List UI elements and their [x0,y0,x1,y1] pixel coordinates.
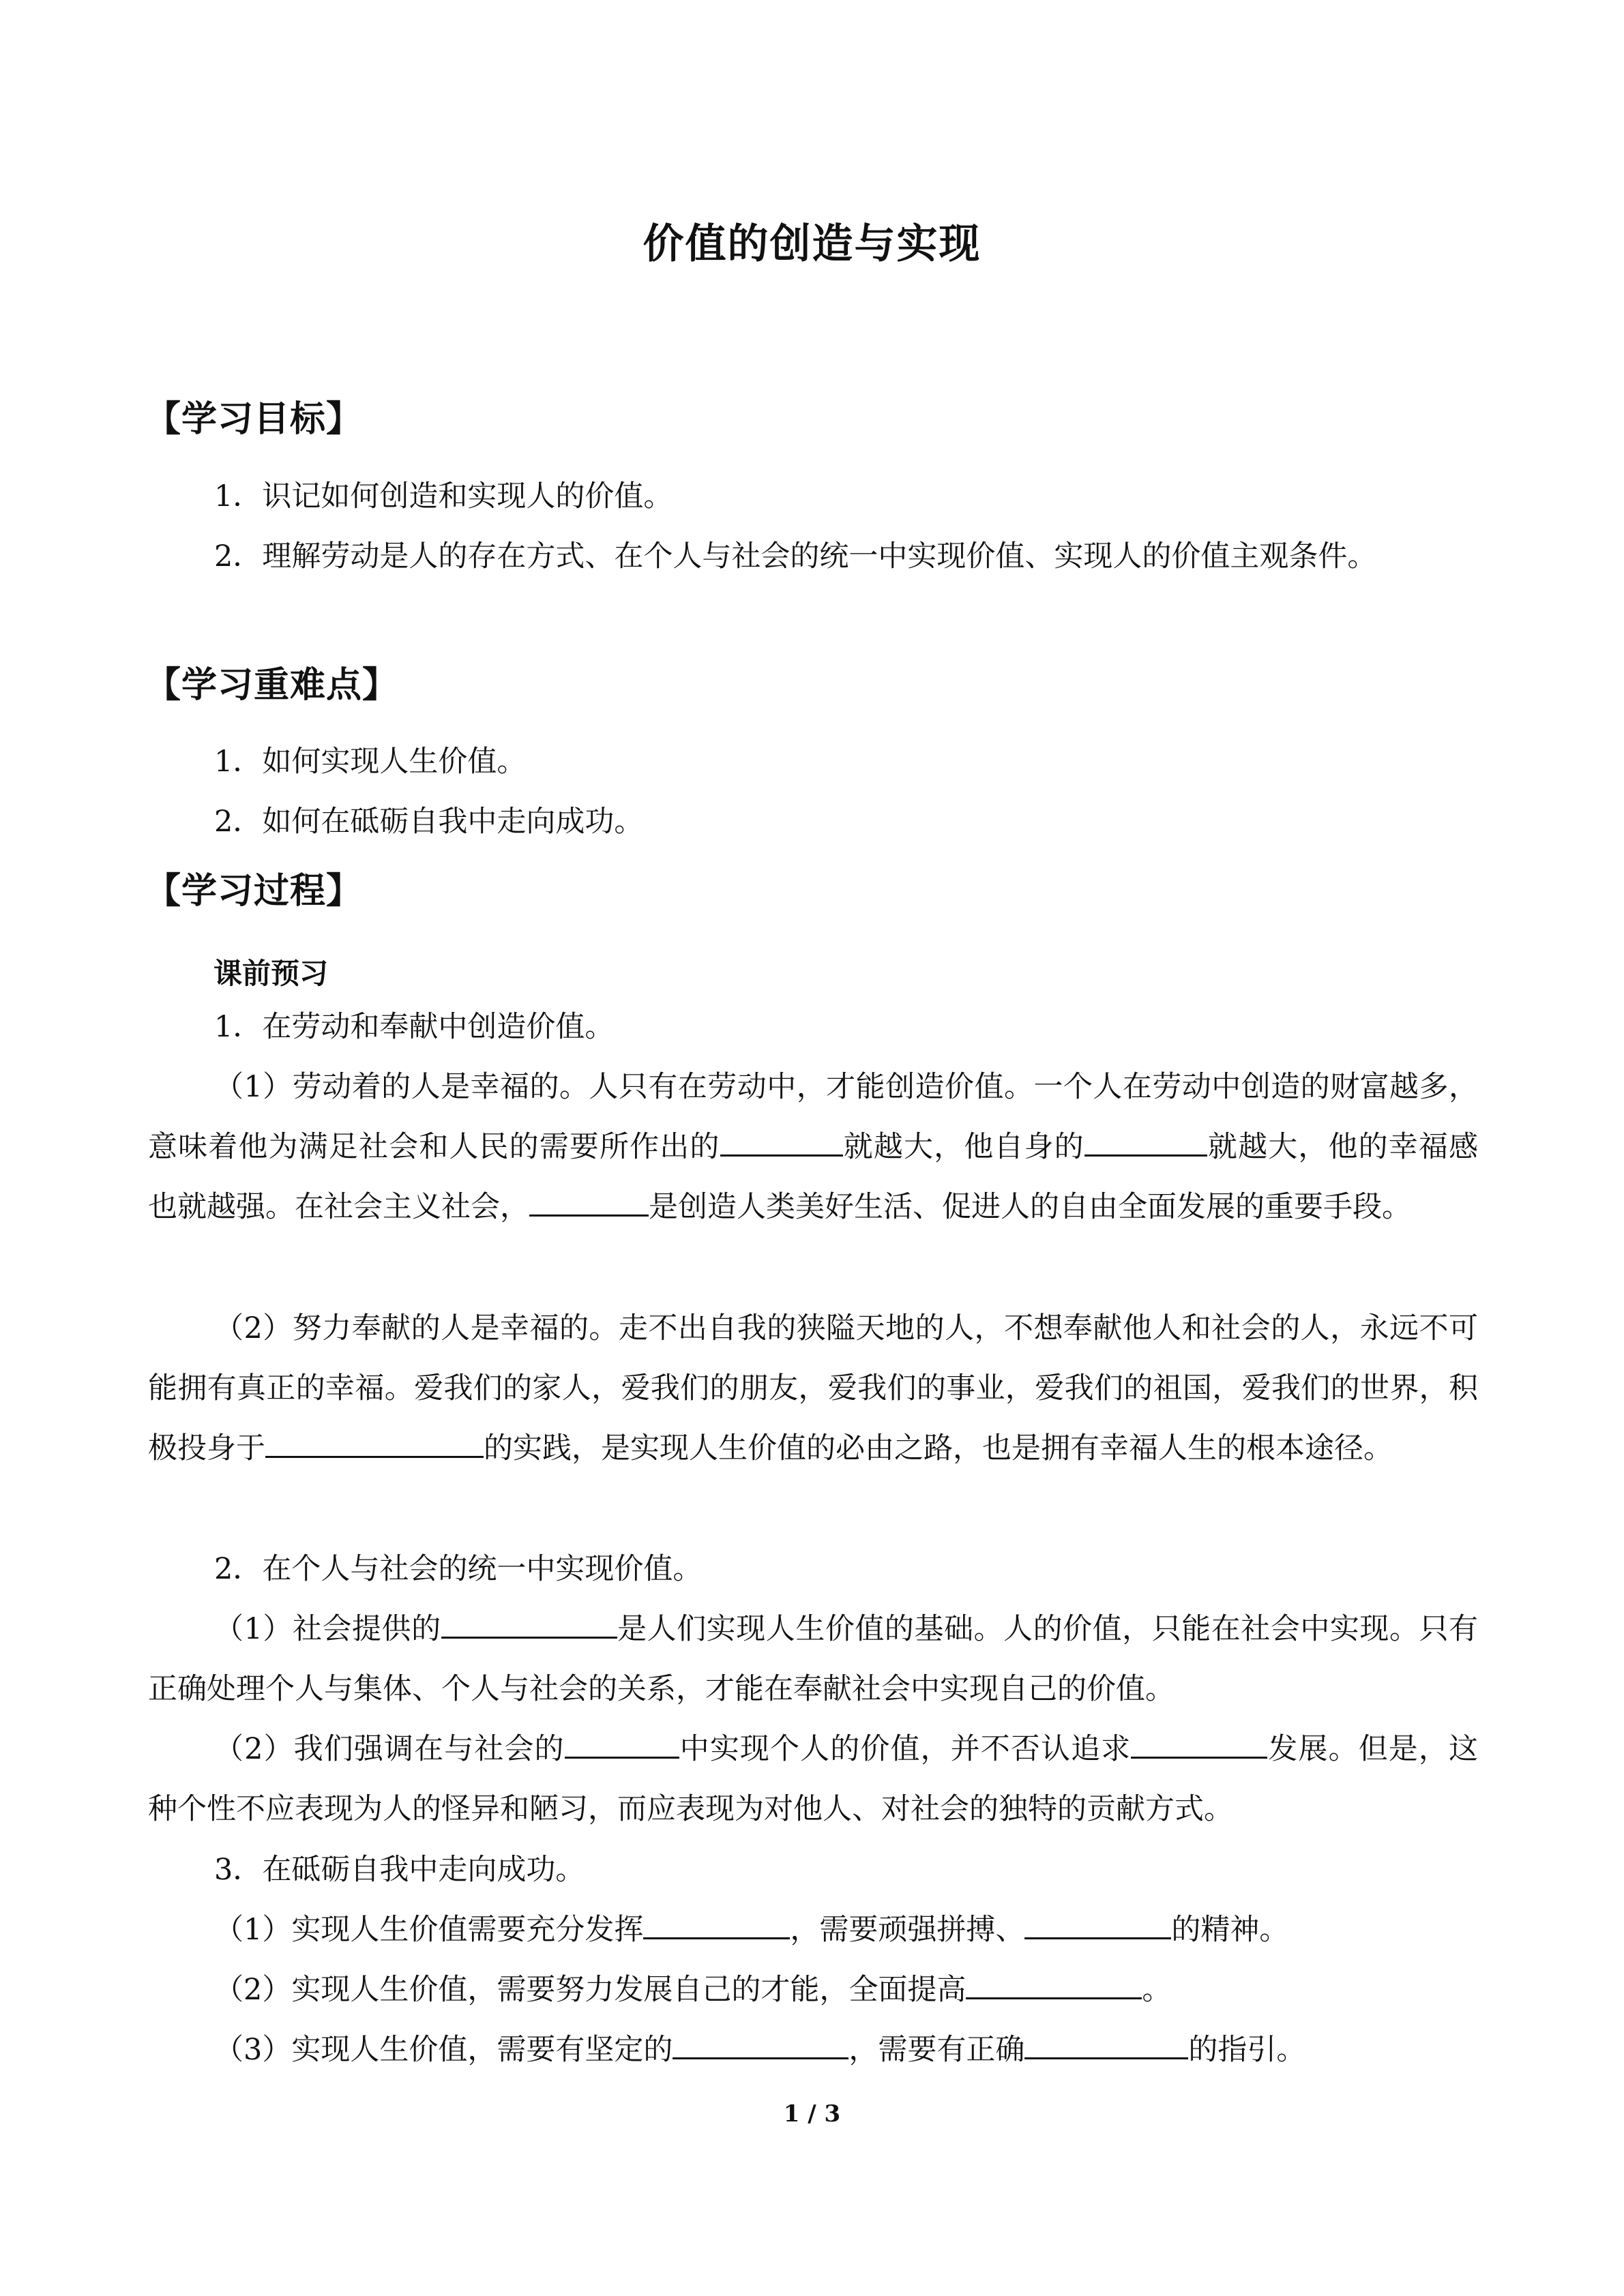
text-segment: （2）我们强调在与社会的 [214,1732,565,1766]
paragraph-devotion [148,1298,1478,1478]
text-segment: 就越大，他的幸福感也就越强。在社会主义社会， [148,1130,1479,1224]
goal-item-1: 1．识记如何创造和实现人的价值。 [214,479,673,513]
section-heading-goals: 【学习目标】 [145,399,363,440]
page-number: 1 / 3 [783,2100,841,2128]
paragraph-success-2 [148,1960,1478,2020]
process-item-3: 3．在砥砺自我中走向成功。 [214,1853,585,1887]
fill-blank [565,1727,679,1759]
section-heading-key-points: 【学习重难点】 [145,665,399,706]
paragraph-labor [148,1057,1478,1237]
fill-blank [1084,1124,1207,1157]
section-heading-process: 【学习过程】 [145,871,363,912]
page-title: 价值的创造与实现 [643,220,981,268]
text-segment: 是创造人类美好生活、促进人的自由全面发展的重要手段。 [649,1190,1411,1224]
text-segment: 发展。但是，这种个性不应表现为人的怪异和陋习，而应表现为对他人、对社会的独特的贡献方式。 [148,1732,1479,1826]
fill-blank [720,1124,843,1157]
subheading-preview: 课前预习 [213,957,329,990]
text-segment: （2）努力奉献的人是幸福的。走不出自我的狭隘天地的人，不想奉献他人和社会的人，永远不可能拥有真正的幸福。爱我们的家人，爱我们的朋友，爱我们的事业，爱我们的祖国，爱我们的世界，积极投身于 [148,1311,1478,1465]
text-segment: 的指引。 [1188,2033,1306,2067]
text-segment: （1）社会提供的 [214,1612,441,1646]
fill-blank [966,1967,1142,1999]
paragraph-success-1 [148,1900,1478,1960]
paragraph-individuality [148,1719,1478,1839]
fill-blank [643,1907,790,1939]
fill-blank [529,1184,649,1217]
key-point-item-2: 2．如何在砥砺自我中走向成功。 [214,805,644,839]
paragraph-society [148,1599,1478,1719]
text-segment: ，需要有正确 [848,2033,1025,2067]
text-segment: 的实践，是实现人生价值的必由之路，也是拥有幸福人生的根本途径。 [484,1431,1393,1465]
text-segment: 。 [1142,1973,1172,2007]
text-segment: ，需要顽强拼搏、 [790,1913,1025,1947]
text-segment: 中实现个人的价值，并不否认追求 [679,1732,1132,1766]
text-segment: 就越大，他自身的 [842,1130,1084,1164]
text-segment: （2）实现人生价值，需要努力发展自己的才能，全面提高 [214,1973,966,2007]
text-segment: 是人们实现人生价值的基础。人的价值，只能在社会中实现。只有正确处理个人与集体、个人与社会的关系，才能在奉献社会中实现自己的价值。 [148,1612,1479,1706]
fill-blank [1024,2027,1188,2059]
text-segment: （3）实现人生价值，需要有坚定的 [214,2033,673,2067]
key-point-item-1: 1．如何实现人生价值。 [214,745,527,779]
text-segment: 的精神。 [1171,1913,1289,1947]
process-item-1: 1．在劳动和奉献中创造价值。 [214,1010,615,1044]
paragraph-success-3 [148,2020,1478,2080]
fill-blank [1024,1907,1171,1939]
fill-blank [1131,1727,1267,1759]
fill-blank [441,1607,617,1639]
goal-item-2: 2．理解劳动是人的存在方式、在个人与社会的统一中实现价值、实现人的价值主观条件。 [214,539,1377,573]
text-segment: （1）实现人生价值需要充分发挥 [214,1913,644,1947]
fill-blank [673,2027,848,2059]
text-segment: （1）劳动着的人是幸福的。人只有在劳动中，才能创造价值。一个人在劳动中创造的财富越多，意味着他为满足社会和人民的需要所作出的 [148,1070,1478,1164]
fill-blank [265,1426,484,1458]
process-item-2: 2．在个人与社会的统一中实现价值。 [214,1552,703,1586]
